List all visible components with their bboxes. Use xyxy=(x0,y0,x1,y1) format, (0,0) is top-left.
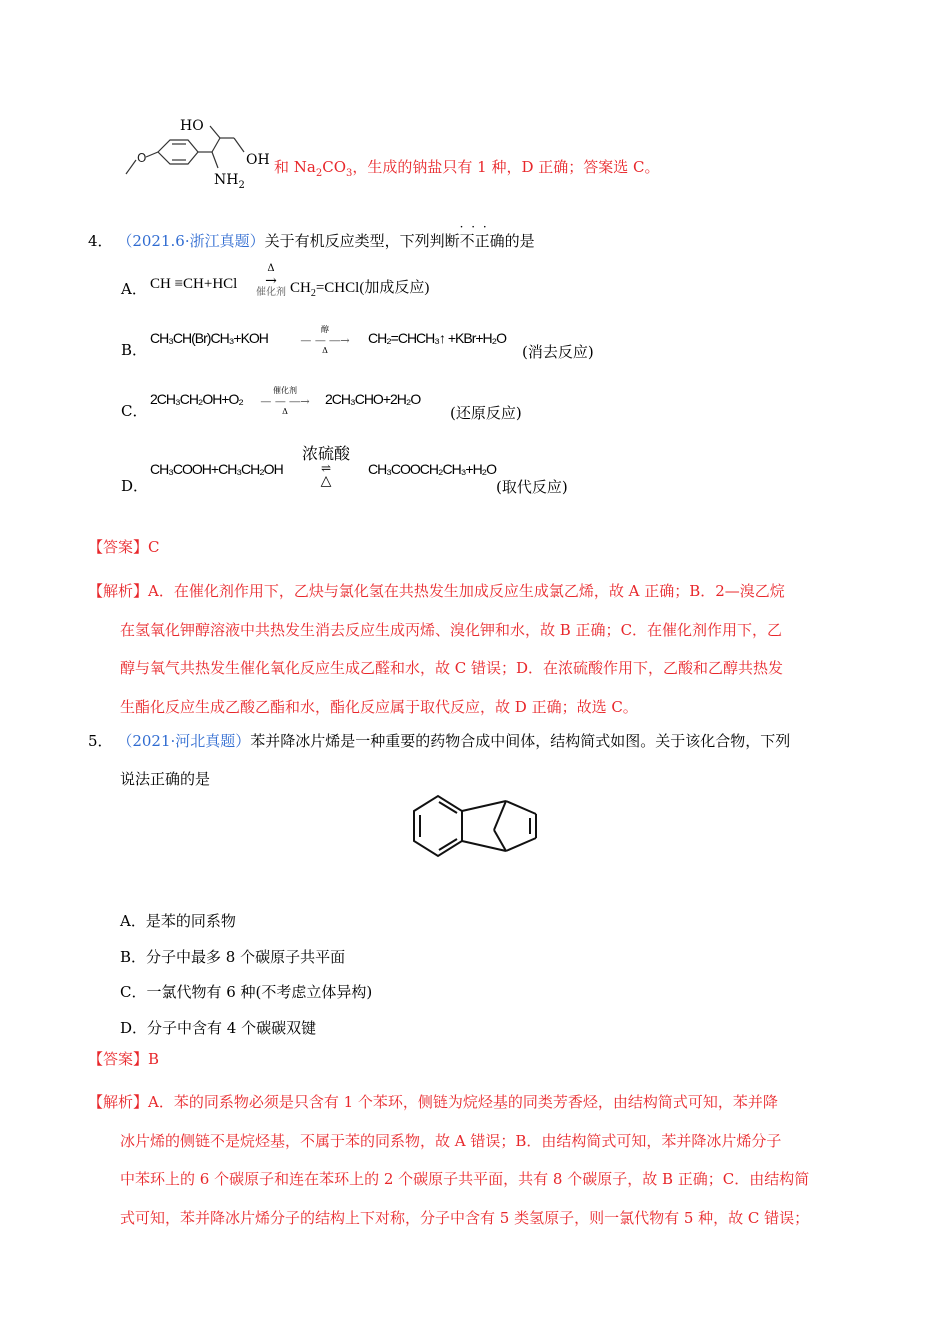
q5-stem: 5． （2021·河北真题）苯并降冰片烯是一种重要的药物合成中间体，结构简式如图。关于该化合物，下列 说法正确的是 xyxy=(88,732,791,788)
q4-option-c-condition: 催化剂 — — ―→ Δ xyxy=(260,386,310,416)
q4-option-b-reactants: CH₃CH(Br)CH₃+KOH xyxy=(150,330,268,346)
q4-option-d-condition: 浓硫酸 ⇌ △ xyxy=(301,444,350,489)
q4-analysis: 【解析】A．在催化剂作用下，乙炔与氯化氢在共热发生加成反应生成氯乙烯，故 A 正确；B．2—溴乙烷 在氢氧化钾醇溶液中共热发生消去反应生成丙烯、溴化钾和水，故 B 正确；C．在催化剂作用下，乙 醇与氧气共热发生催化氧化反应生成乙醛和水，故 C 错误；D．在浓硫酸作用下，乙酸和乙醇共热发 生酯化反应生成乙酸乙酯和水，酯化反应属于取代反应，故 D 正确；故选 C。 xyxy=(88,582,785,716)
q4-option-d-reactants: CH₃COOH+CH₃CH₂OH xyxy=(150,461,283,477)
q4-option-a-condition: Δ → 催化剂 xyxy=(256,263,286,298)
q5-analysis: 【解析】A．苯的同系物必须是只含有 1 个苯环，侧链为烷烃基的同类芳香烃，由结构简式可知，苯并降 冰片烯的侧链不是烷烃基，不属于苯的同系物，故 A 错误；B．由结构简式可知，苯并降冰片烯分子 中苯环上的 6 个碳原子和连在苯环上的 2 个碳原子共平面，共有 8 个碳原子，故 B 正确；C．由结构简 式可知，苯并降冰片烯分子的结构上下对称，分子中含有 5 类氢原子，则一氯代物有 5 种，故 C 错误； xyxy=(88,1093,810,1227)
q4-option-d-type: (取代反应) xyxy=(496,478,568,496)
oh-label: OH xyxy=(246,152,270,168)
svg-text:O: O xyxy=(137,151,147,165)
top-conclusion-text: 和 $Na_2CO_3$，生成的钠盐只有 1 种，D 正确；答案选 C。 xyxy=(274,158,660,179)
q5-options xyxy=(120,904,372,1046)
q4-option-c-reactants: 2CH₃CH₂OH+O₂ xyxy=(150,391,243,407)
q4-option-b-type: (消去反应) xyxy=(522,343,594,361)
q5-option-d: D．分子中含有 4 个碳碳双键 xyxy=(120,1018,317,1037)
q4-option-a: A． xyxy=(121,280,147,298)
q4-emphasis: 不正确 · · · xyxy=(459,220,505,250)
q4-option-b-products: CH₂=CHCH₃↑ +KBr+H₂O xyxy=(368,330,506,346)
q4-option-c-type: (还原反应) xyxy=(450,404,522,422)
q4-stem: 4． （2021.6·浙江真题）关于有机反应类型，下列判断不正确 · · · 的是 xyxy=(88,220,535,250)
q4-option-b-condition: 醇 — — ―→ Δ xyxy=(300,325,350,355)
q4-option-c-products: 2CH₃CHO+2H₂O xyxy=(325,391,421,407)
nh2-label: $NH_2$ xyxy=(214,172,245,191)
q4-option-a-equation: CH ≡CH+HCl xyxy=(150,276,238,292)
q4-option-d-products: CH₃COOCH₂CH₃+H₂O xyxy=(368,461,496,477)
top-structure-figure xyxy=(120,112,280,192)
q4-number: 4． xyxy=(88,232,113,250)
benzonorbornadiene-structure xyxy=(408,788,548,868)
q4-source: （2021.6·浙江真题） xyxy=(117,232,265,250)
q4-option-c: C． xyxy=(121,402,148,420)
q5-option-b: B．分子中最多 8 个碳原子共平面 xyxy=(120,947,346,966)
ho-label: HO xyxy=(180,118,204,134)
q4-option-d: D． xyxy=(121,477,149,495)
q5-option-a: A．是苯的同系物 xyxy=(120,912,236,930)
q4-option-b: B． xyxy=(121,341,148,359)
q5-answer: 【答案】B xyxy=(88,1050,160,1068)
q5-source: （2021·河北真题） xyxy=(117,732,251,750)
q5-option-c: C．一氯代物有 6 种(不考虑立体异构) xyxy=(120,983,373,1001)
q4-answer: 【答案】C xyxy=(88,538,160,556)
q4-option-a-product: $CH_2=CHCl$(加成反应) xyxy=(290,280,430,299)
